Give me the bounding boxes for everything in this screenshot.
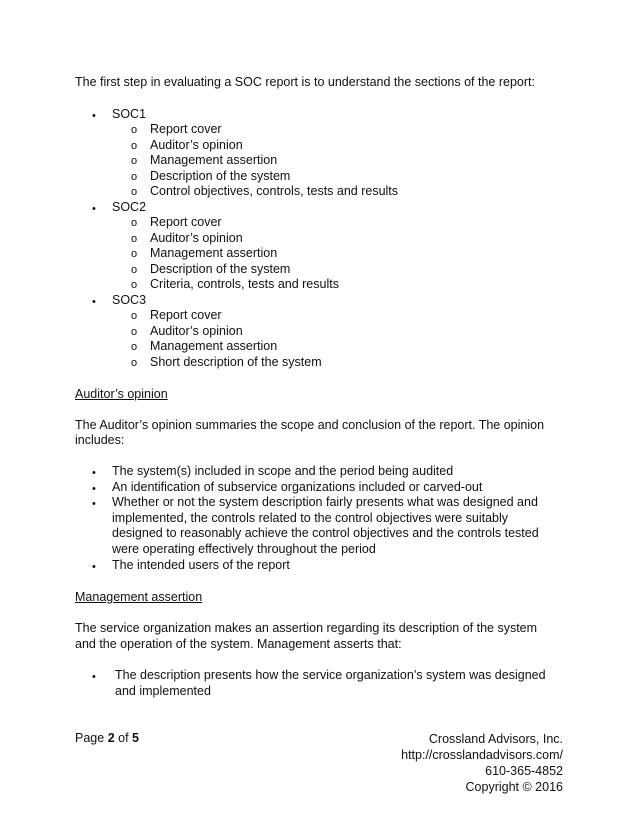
auditor-bullet-cont: were operating effectively throughout the period	[112, 542, 376, 556]
page-word: Page	[75, 731, 105, 745]
auditor-bullet: Whether or not the system description fairly presents what was designed and	[112, 495, 538, 509]
soc1-item: Description of the system	[150, 169, 291, 183]
bullet-icon: •	[92, 467, 96, 479]
auditor-bullet-cont: designed to reasonably achieve the control objectives and the controls tested	[112, 526, 539, 540]
soc1-item: Report cover	[150, 122, 222, 136]
bullet-icon: •	[92, 561, 96, 573]
auditor-heading: Auditor’s opinion	[75, 387, 168, 401]
auditor-bullet: The system(s) included in scope and the period being audited	[112, 464, 454, 478]
soc2-item: Auditor’s opinion	[150, 231, 243, 245]
sub-bullet-icon: o	[131, 140, 138, 152]
auditor-bullet-cont: implemented, the controls related to the control objectives were suitably	[112, 511, 509, 525]
soc1-item: Auditor’s opinion	[150, 138, 243, 152]
footer-company-block	[401, 731, 563, 795]
page-total: 5	[132, 731, 139, 745]
soc3-item: Management assertion	[150, 339, 278, 353]
sub-bullet-icon: o	[131, 248, 138, 260]
management-paragraph-line: The service organization makes an assertion regarding its description of the system	[75, 621, 538, 635]
sub-bullet-icon: o	[131, 233, 138, 245]
soc2-item: Report cover	[150, 215, 222, 229]
soc2-label: SOC2	[112, 200, 147, 214]
sub-bullet-icon: o	[131, 264, 138, 276]
management-heading: Management assertion	[75, 590, 203, 604]
soc1-item: Control objectives, controls, tests and results	[150, 184, 399, 198]
soc2-item: Management assertion	[150, 246, 278, 260]
sub-bullet-icon: o	[131, 217, 138, 229]
sub-bullet-icon: o	[131, 310, 138, 322]
sub-bullet-icon: o	[131, 326, 138, 338]
soc3-label: SOC3	[112, 293, 147, 307]
soc2-item: Description of the system	[150, 262, 291, 276]
intro-text: The first step in evaluating a SOC report is to understand the sections of the report:	[75, 75, 535, 89]
copyright: Copyright © 2016	[465, 780, 563, 794]
sub-bullet-icon: o	[131, 279, 138, 291]
management-paragraph-line: and the operation of the system. Management asserts that:	[75, 637, 402, 651]
bullet-icon: •	[92, 110, 96, 122]
bullet-icon: •	[92, 483, 96, 495]
company-phone: 610-365-4852	[485, 764, 563, 778]
soc3-item: Auditor’s opinion	[150, 324, 243, 338]
company-url: http://crosslandadvisors.com/	[401, 748, 563, 762]
soc1-label: SOC1	[112, 107, 147, 121]
bullet-icon: •	[92, 203, 96, 215]
bullet-icon: •	[92, 498, 96, 510]
sub-bullet-icon: o	[131, 357, 138, 369]
auditor-bullet: The intended users of the report	[112, 558, 290, 572]
sub-bullet-icon: o	[131, 155, 138, 167]
bullet-icon: •	[92, 671, 96, 683]
sub-bullet-icon: o	[131, 171, 138, 183]
auditor-paragraph-line: includes:	[75, 433, 125, 447]
soc3-item: Report cover	[150, 308, 222, 322]
auditor-bullet: An identification of subservice organizations included or carved-out	[112, 480, 483, 494]
company-name: Crossland Advisors, Inc.	[428, 732, 563, 746]
page-number	[75, 731, 139, 746]
sub-bullet-icon: o	[131, 341, 138, 353]
management-bullet: The description presents how the service organization’s system was designed	[115, 668, 546, 682]
management-bullet-cont: and implemented	[115, 684, 211, 698]
page-current: 2	[107, 731, 115, 745]
auditor-paragraph-line: The Auditor’s opinion summaries the scope and conclusion of the report. The opinion	[75, 418, 545, 432]
soc1-item: Management assertion	[150, 153, 278, 167]
of-word: of	[118, 731, 129, 745]
bullet-icon: •	[92, 296, 96, 308]
soc3-item: Short description of the system	[150, 355, 322, 369]
sub-bullet-icon: o	[131, 186, 138, 198]
sub-bullet-icon: o	[131, 124, 138, 136]
soc2-item: Criteria, controls, tests and results	[150, 277, 339, 291]
